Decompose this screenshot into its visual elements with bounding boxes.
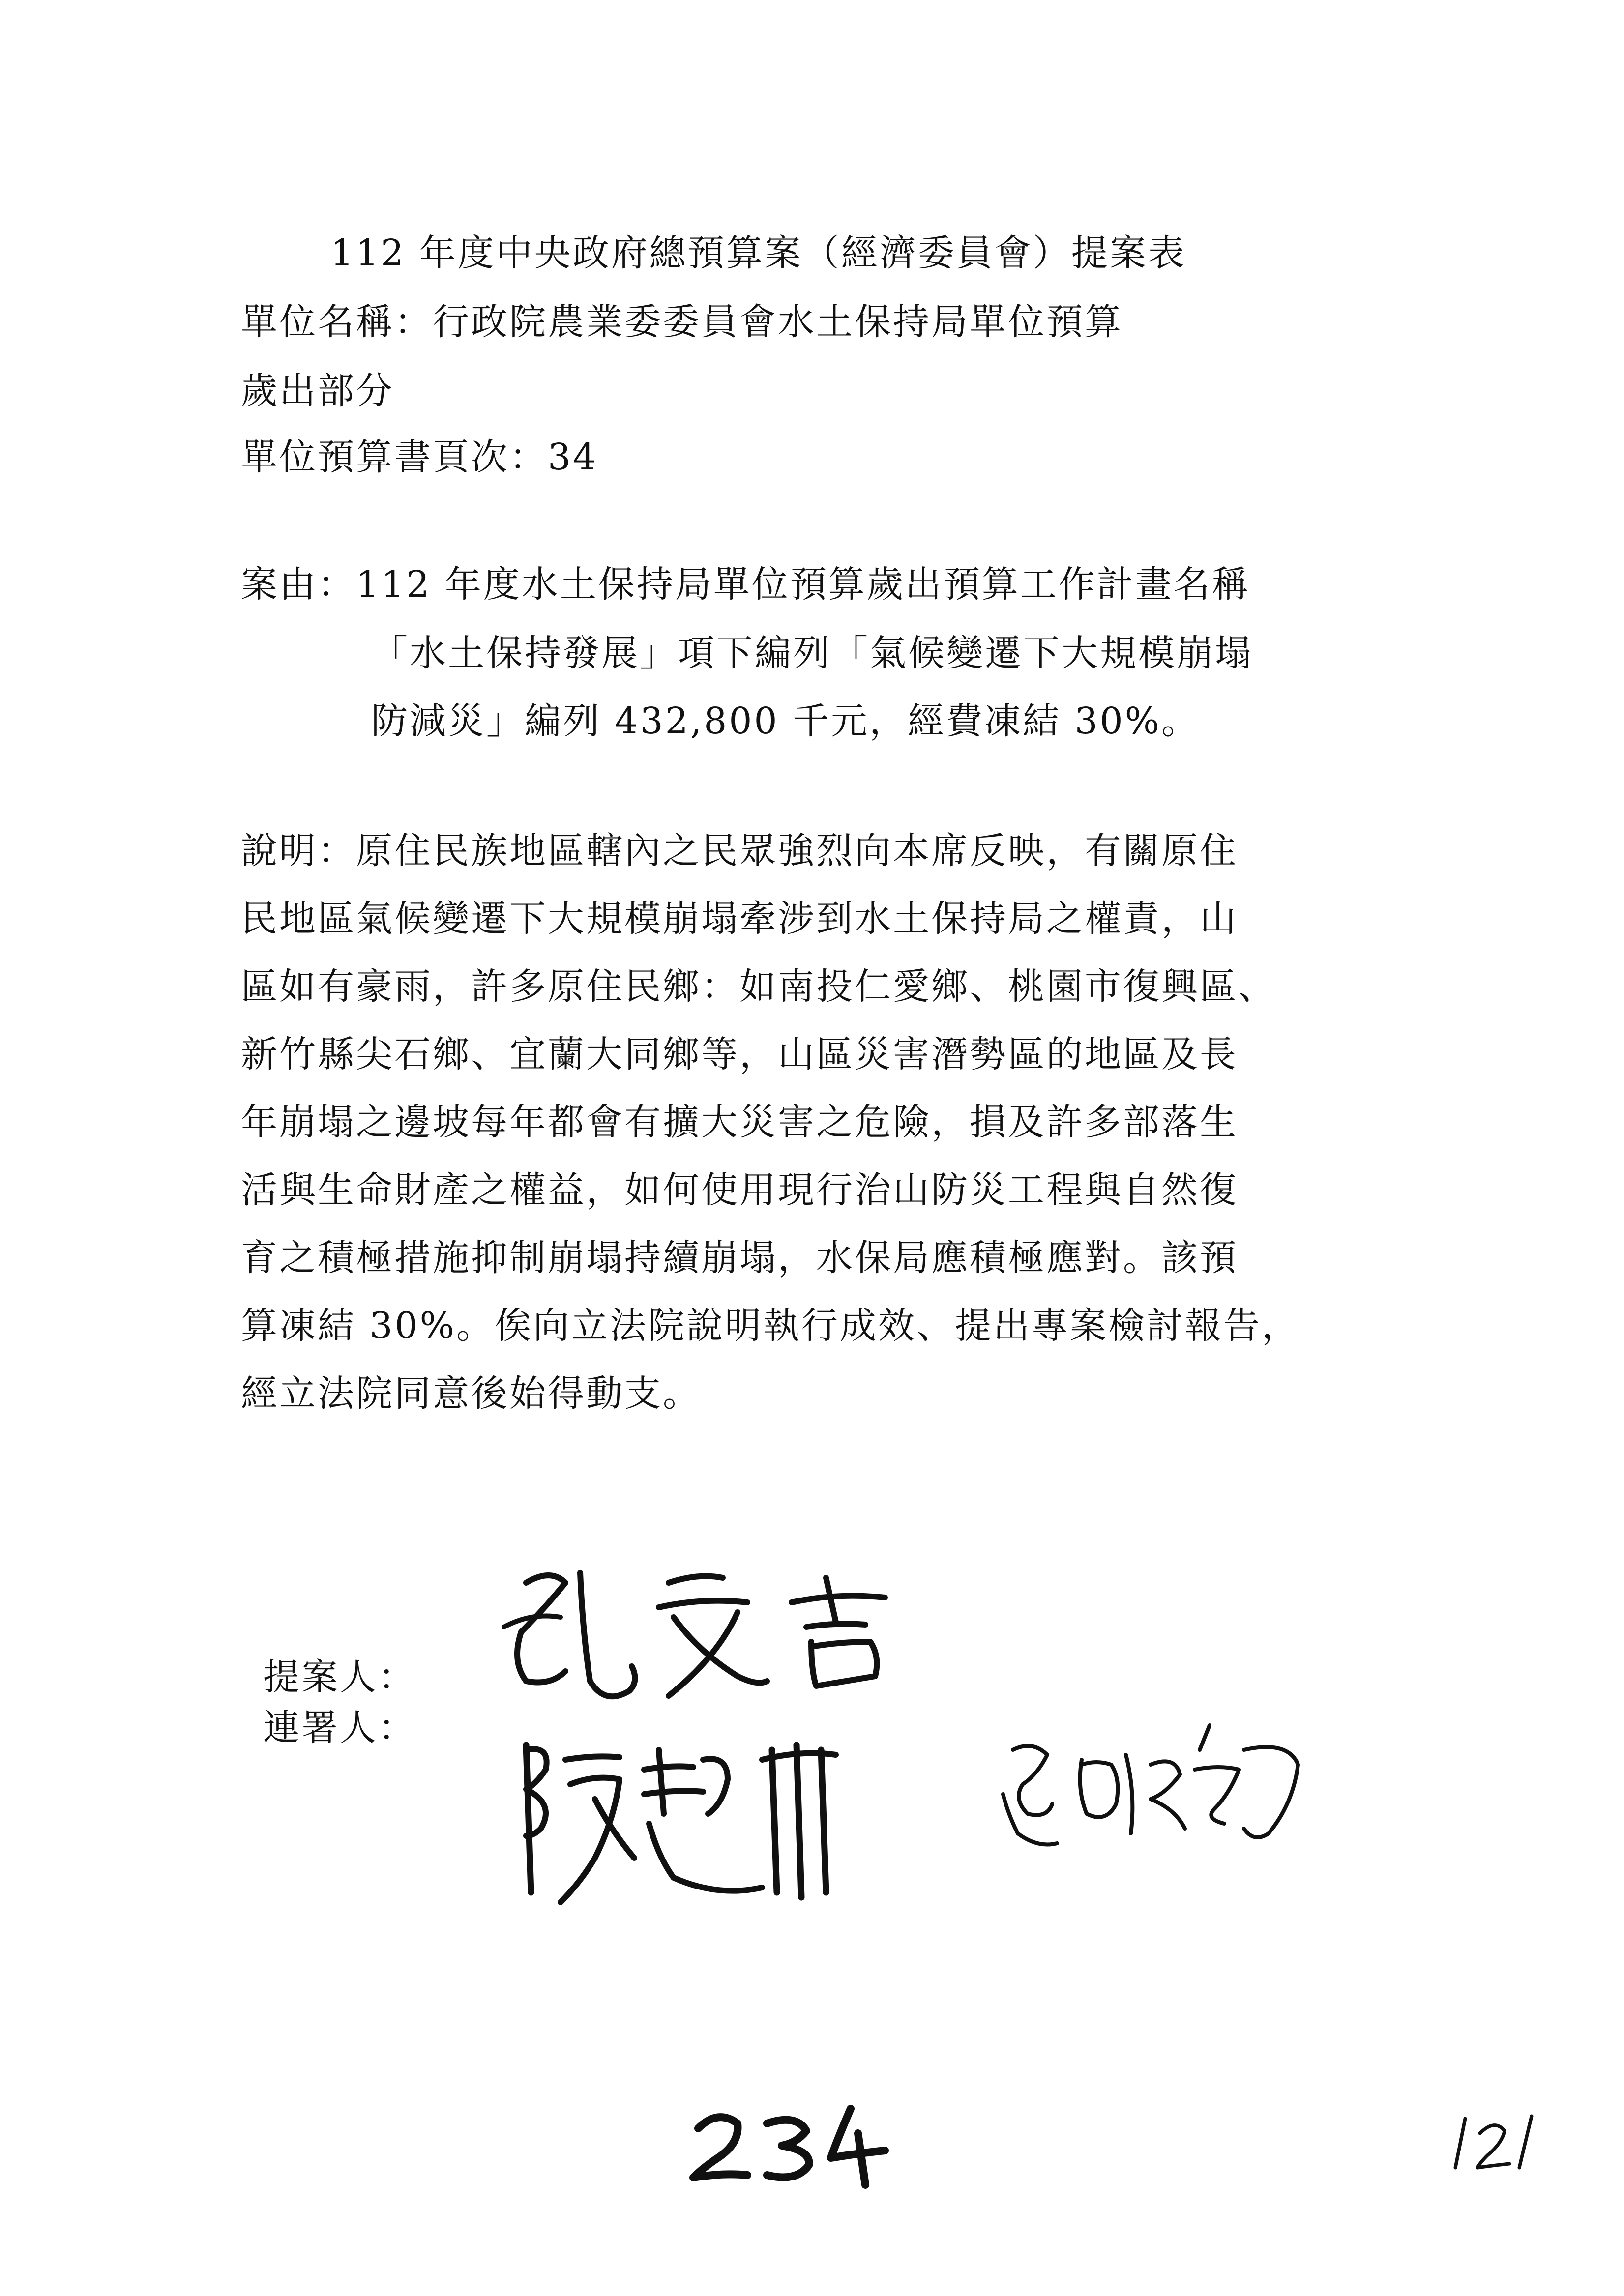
cosigner-signature-2 <box>993 1720 1308 1868</box>
unit-name: 單位名稱：行政院農業委委員會水土保持局單位預算 <box>241 301 1123 343</box>
cosigner-label: 連署人： <box>263 1707 416 1749</box>
case-line: 「水土保持發展」項下編列「氣候變遷下大規模崩塌 <box>371 632 1253 674</box>
explanation-line: 活與生命財產之權益，如何使用現行治山防災工程與自然復 <box>241 1169 1238 1211</box>
explanation-line: 民地區氣候變遷下大規模崩塌牽涉到水土保持局之權責，山 <box>241 898 1238 940</box>
explanation-line: 年崩塌之邊坡每年都會有擴大災害之危險，損及許多部落生 <box>241 1101 1238 1143</box>
explanation-line: 育之積極措施抑制崩塌持續崩塌，水保局應積極應對。該預 <box>241 1237 1238 1279</box>
explanation-line: 新竹縣尖石鄉、宜蘭大同鄉等，山區災害潛勢區的地區及長 <box>241 1033 1238 1075</box>
explanation-line: 經立法院同意後始得動支。 <box>241 1372 701 1415</box>
handwritten-corner-number <box>1446 2109 1544 2178</box>
proposer-label: 提案人： <box>263 1656 416 1698</box>
document-title: 112 年度中央政府總預算案（經濟委員會）提案表 <box>330 232 1186 274</box>
proposer-signature <box>492 1563 934 1730</box>
explanation-line: 區如有豪雨，許多原住民鄉：如南投仁愛鄉、桃園市復興區、 <box>241 965 1276 1008</box>
explanation-line: 說明：原住民族地區轄內之民眾強烈向本席反映，有關原住 <box>241 830 1238 872</box>
case-line: 防減災」編列 432,800 千元，經費凍結 30%。 <box>371 700 1200 742</box>
budget-page-ref: 單位預算書頁次：34 <box>241 436 598 478</box>
handwritten-page-number <box>683 2104 890 2187</box>
section-label: 歲出部分 <box>241 370 394 412</box>
explanation-line: 算凍結 30%。俟向立法院說明執行成效、提出專案檢討報告， <box>241 1305 1300 1347</box>
cosigner-signature-1 <box>497 1730 885 1917</box>
case-line: 案由：112 年度水土保持局單位預算歲出預算工作計畫名稱 <box>241 563 1250 606</box>
